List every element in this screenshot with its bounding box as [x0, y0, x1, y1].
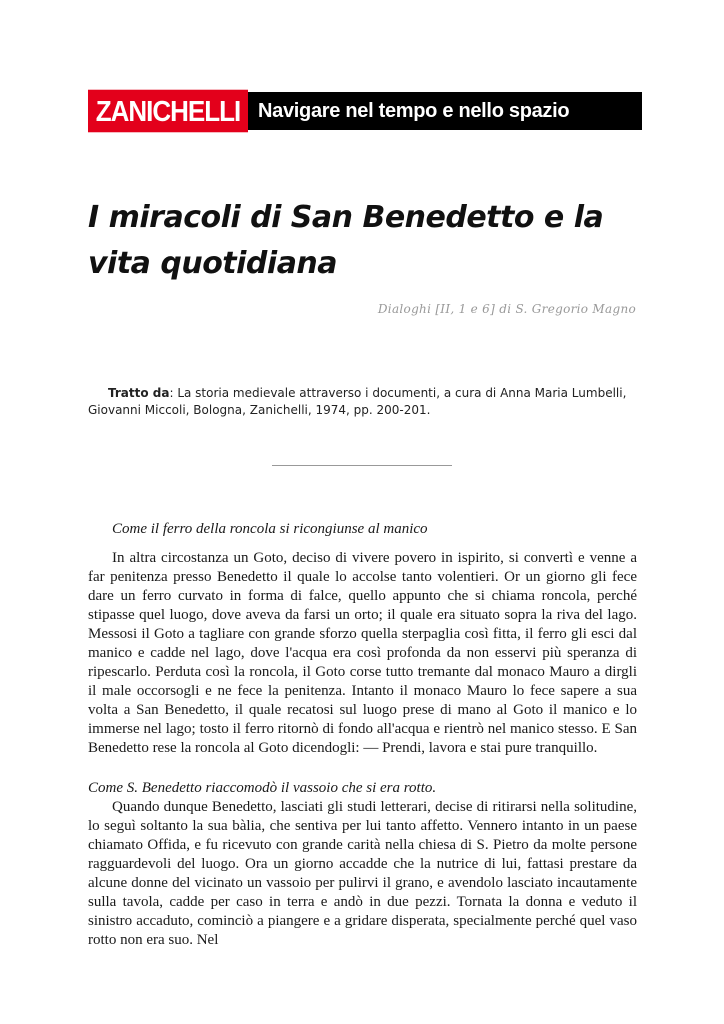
section-heading: Come S. Benedetto riaccomodò il vassoio che si era rotto.	[88, 780, 437, 796]
source-citation	[88, 385, 648, 419]
source-label: Tratto da	[108, 386, 170, 400]
section-body: Quando dunque Benedetto, lasciati gli studi letterari, decise di ritirarsi nella solitudine, lo seguì soltanto la sua bàlia, che sentiva per lui tanto affetto. Vennero intanto in un paese chiamato Offida, e fu ricevuto con grande carità nella chiesa di S. Pietro da molte persone ragguardevoli del luogo. Ora un giorno accadde che la nutrice di lui, fattasi prestare da alcune donne del vicinato un vassoio per pulirvi il grano, e avendolo lasciato incautamente sulla tavola, cadde per caso in terra e andò in due pezzi. Tornata la donna e veduto il sinistro accaduto, cominciò a piangere e a gridare disperata, specialmente perché quel vaso rotto non era suo. Nel	[88, 799, 637, 948]
section-body: In altra circostanza un Goto, deciso di vivere povero in ispirito, si convertì e venne a far penitenza presso Benedetto il quale lo accolse tanto volentieri. Or un giorno gli fece dare un ferro curvato in forma di falce, quello appunto che si chiama roncola, perché stipasse quel luogo, dove aveva da farsi un orto; il quale era situato sopra la riva del lago. Messosi il Goto a tagliare con grande sforzo quella sterpaglia così fitta, il ferro gli esci dal manico e cadde nel lago, dove l'acqua era così profonda da non esservi più speranza di ripescarlo. Perduta così la roncola, il Goto corse tutto tremante dal monaco Mauro a dirgli il male occorsogli e ne fece la penitenza. Intanto il monaco Mauro lo fece sapere a sua volta a San Benedetto, il quale recatosi sul luogo prese di mano al Goto il manico e lo immerse nel lago; tosto il ferro ritornò di fondo all'acqua e rientrò nel manico stesso. E San Benedetto rese la roncola al Goto dicendogli: — Prendi, lavora e stai pure tranquillo.	[88, 550, 637, 756]
zanichelli-logo: ZANICHELLI	[88, 90, 248, 133]
document-title: I miracoli di San Benedetto e la vita quotidiana	[88, 200, 604, 281]
section-vassoio	[88, 779, 637, 950]
source-text: : La storia medievale attraverso i documenti, a cura di Anna Maria Lumbelli, Giovanni Miccoli, Bologna, Zanichelli, 1974, pp. 200-201.	[88, 386, 627, 417]
section-roncola	[88, 520, 637, 758]
divider	[272, 465, 452, 466]
publisher-banner	[88, 92, 642, 130]
banner-tagline: Navigare nel tempo e nello spazio	[258, 99, 570, 122]
document-subtitle: Dialoghi [II, 1 e 6] di S. Gregorio Magno	[377, 302, 636, 316]
section-heading: Come il ferro della roncola si ricongiunse al manico	[112, 521, 428, 537]
